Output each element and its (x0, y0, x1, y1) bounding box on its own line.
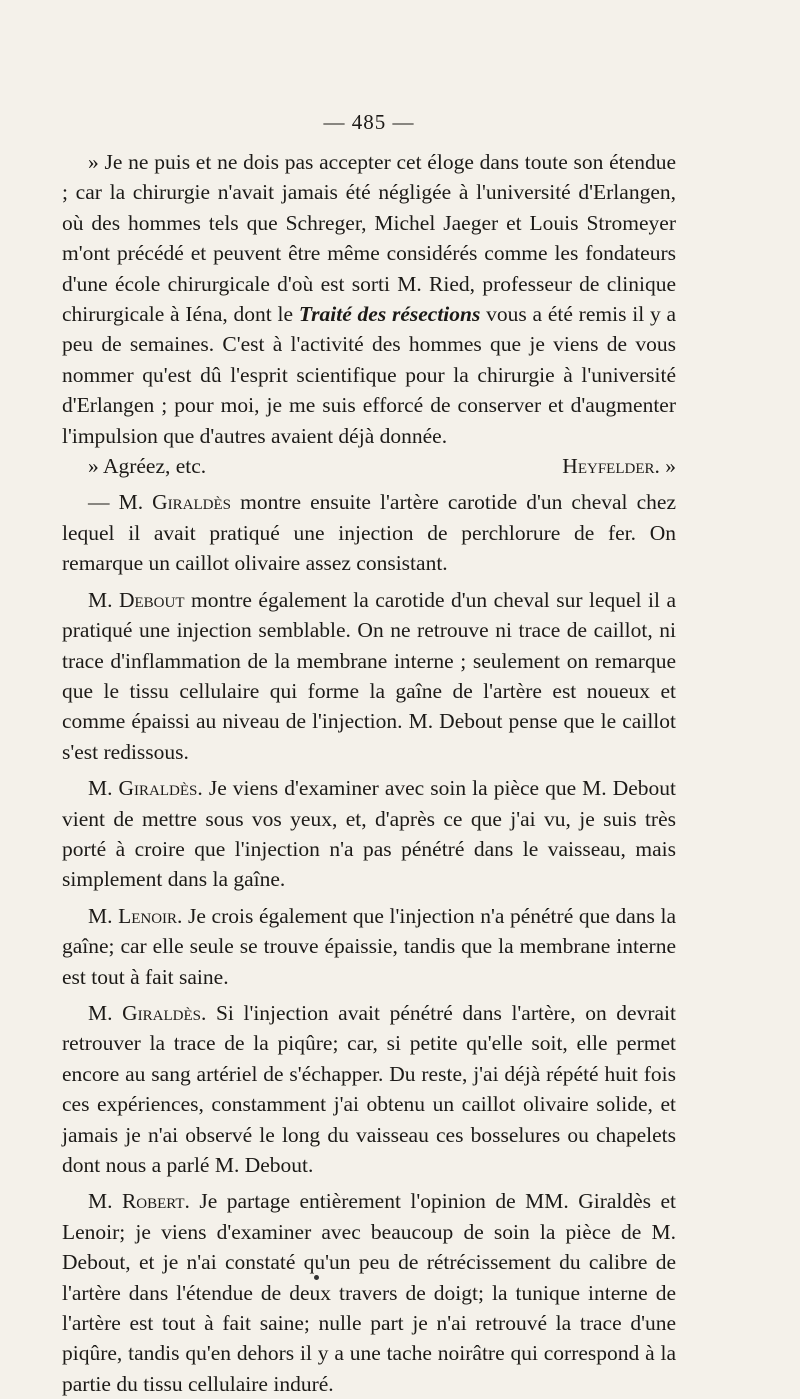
letter-body (62, 147, 676, 451)
letter-closing: » Agréez, etc. (88, 454, 207, 479)
paragraph (62, 998, 676, 1180)
speaker: M. Lenoir. (88, 903, 183, 928)
paragraph (62, 487, 676, 578)
page-number: — 485 — (323, 110, 415, 134)
speaker: M. Debout (88, 587, 185, 612)
paragraph-text: Je crois également que l'injection n'a pénétré que dans la gaîne; car elle seule se trouve épaissie, tandis que la membrane interne est tout à fait saine. (62, 903, 677, 989)
paragraph-text: Je viens d'examiner avec soin la pièce que M. Debout vient de mettre sous vos yeux, et, d'après ce que j'ai vu, je suis très porté à croire que l'injection n'a pas pénétré dans le vaisseau, mais simplement dans la gaîne. (62, 776, 676, 892)
paragraph (62, 773, 676, 895)
page-body (62, 110, 676, 1399)
book-title: Traité des résections (298, 302, 481, 327)
letter-signature: Heyfelder. » (562, 454, 676, 479)
letter-text: » Je ne puis et ne dois pas accepter cet éloge dans toute son étendue ; car la chirurgie n'avait jamais été négligée à l'université d'Erlangen, où des hommes tels que Schreger, Michel Jaeger et Louis Stromeyer m'ont précédé et peuvent être même considérés comme les fondateurs d'une école chirurgicale d'où est sorti M. Ried, professeur de clinique chirurgicale à Iéna, dont le (62, 150, 676, 327)
paragraph (62, 901, 676, 992)
paragraph-text: montre également la carotide d'un cheval sur lequel il a pratiqué une injection semblable. On ne retrouve ni trace de caillot, ni trace d'inflammation de la membrane interne ; seulement on remarque que le tissu cellulaire qui forme la gaîne de l'artère est noueux et comme épaissi au niveau de l'injection. M. Debout pense que le caillot s'est redissous. (62, 587, 677, 764)
speaker: M. Giraldès. (88, 776, 203, 801)
paragraph-text: montre ensuite l'artère carotide d'un cheval chez lequel il avait pratiqué une injection de perchlorure de fer. On remarque un caillot olivaire assez consistant. (62, 490, 676, 576)
speaker: — M. Giraldès (88, 490, 232, 515)
paragraph (62, 1186, 676, 1399)
paragraph-text: Je partage entièrement l'opinion de MM. Giraldès et Lenoir; je viens d'examiner avec beaucoup de soin la pièce de M. Debout, et je n'ai constaté qu'un peu de rétrécissement du calibre de l'artère dans l'étendue de deux travers de doigt; la tunique interne de l'artère est tout à fait saine; nulle part je n'ai retrouvé la trace d'une piqûre, tandis qu'en dehors il y a une tache noirâtre qui correspond à la partie du tissu cellulaire induré. (62, 1189, 676, 1396)
paragraph-text: Si l'injection avait pénétré dans l'artère, on devrait retrouver la trace de la piqûre; car, si petite qu'elle soit, elle permet encore au sang artériel de s'échapper. Du reste, j'ai déjà répété huit fois ces expériences, constamment j'ai obtenu un caillot olivaire solide, et jamais je n'ai observé le long du vaisseau ces bosselures ou chapelets dont nous a parlé M. Debout. (62, 1000, 676, 1177)
speaker: M. Robert. (88, 1189, 190, 1214)
letter-text-end: vous a été remis il y a peu de semaines. C'est à l'activité des hommes que je viens de vous nommer qu'est dû l'esprit scientifique pour la chirurgie à l'université d'Erlangen ; pour moi, je me suis efforcé de conserver et d'augmenter l'impulsion que d'autres avaient déjà donnée. (62, 302, 677, 448)
paragraph (62, 585, 676, 767)
speaker: M. Giraldès. (88, 1000, 207, 1025)
ink-speck (314, 1275, 319, 1280)
letter-closing-line (62, 451, 676, 481)
